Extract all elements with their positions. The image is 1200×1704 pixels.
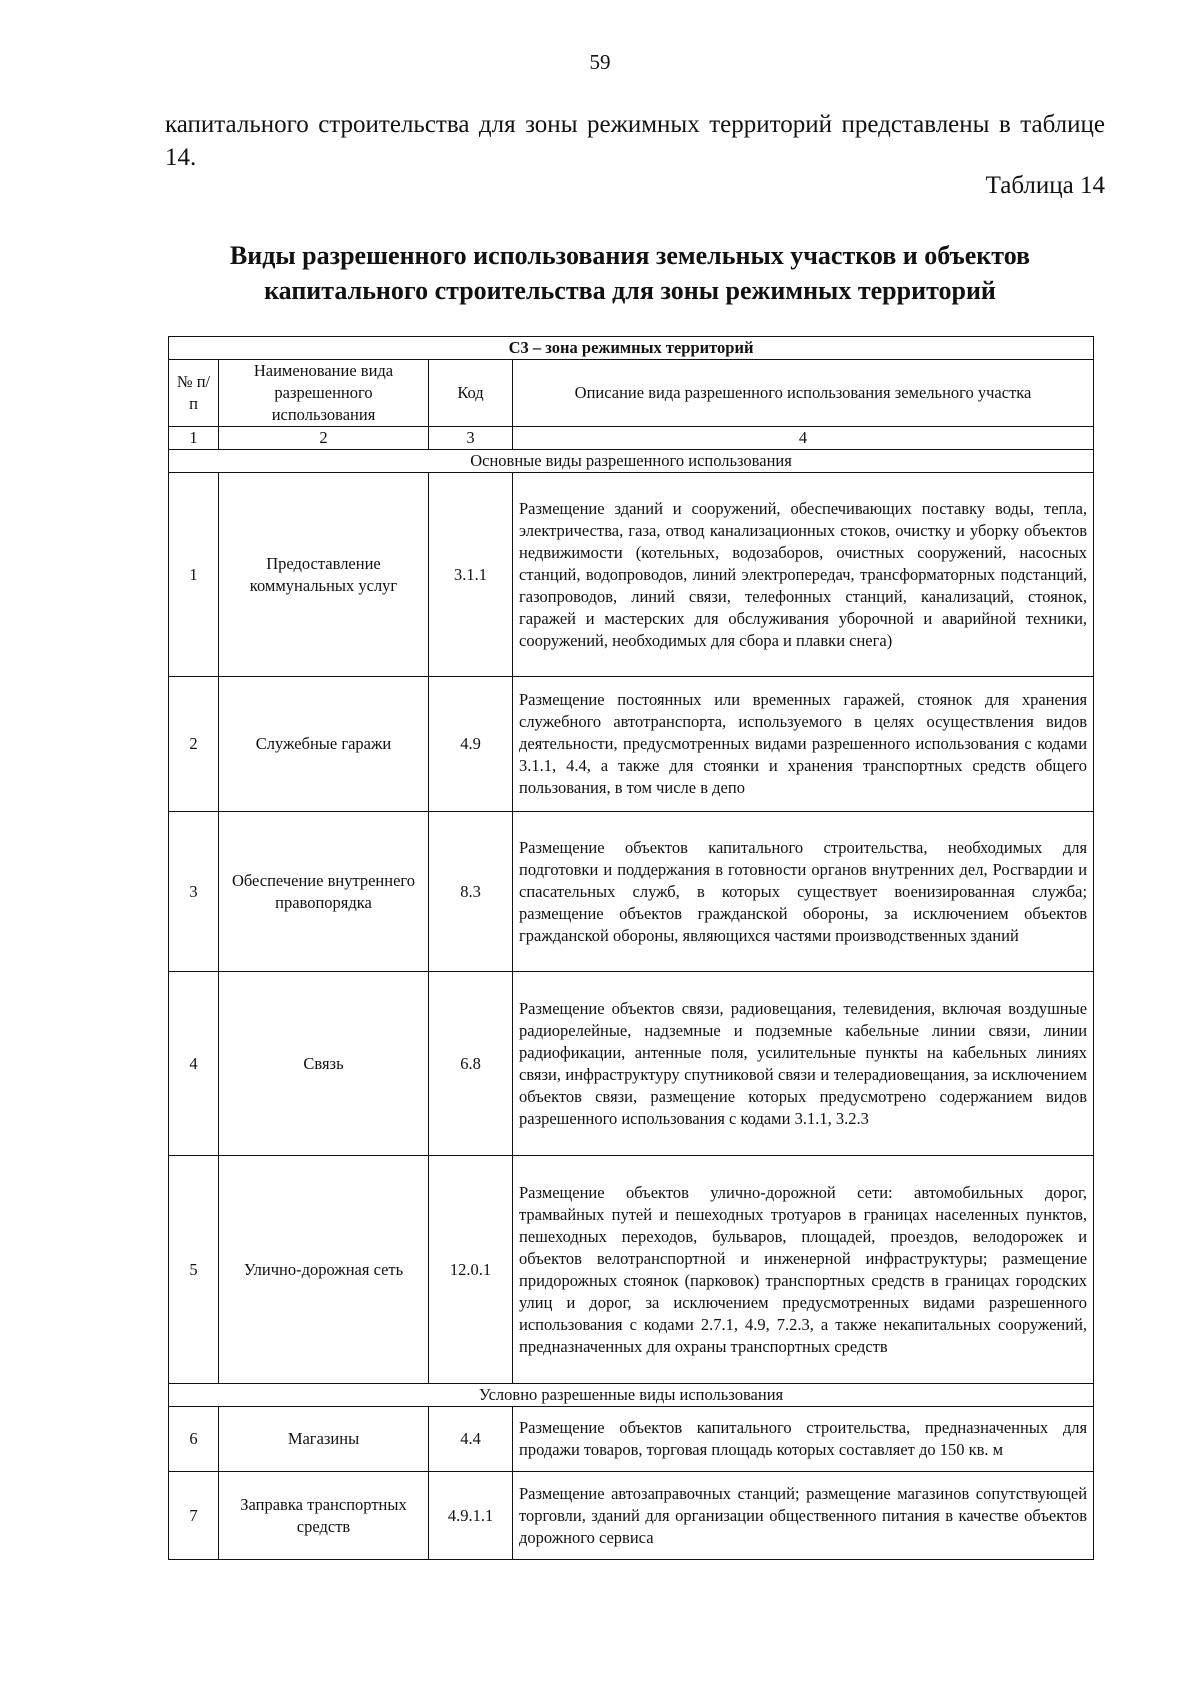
row-description: Размещение автозаправочных станций; размещение магазинов сопутствующей торговли, зданий для организации общественного питания в качестве объектов дорожного сервиса (513, 1472, 1094, 1560)
header-code: Код (429, 360, 513, 427)
table-row (169, 473, 1094, 677)
document-title (150, 238, 1110, 308)
title-line-2: капитального строительства для зоны режимных территорий (264, 276, 996, 305)
column-index-row (169, 427, 1094, 450)
land-use-table (168, 336, 1094, 1560)
section-conditional-heading: Условно разрешенные виды использования (169, 1384, 1094, 1407)
row-name: Обеспечение внутреннего правопорядка (219, 812, 429, 972)
zone-header-row (169, 337, 1094, 360)
row-name: Связь (219, 972, 429, 1156)
row-num: 3 (169, 812, 219, 972)
header-num: № п/п (169, 360, 219, 427)
row-code: 3.1.1 (429, 473, 513, 677)
index-cell: 4 (513, 427, 1094, 450)
row-code: 12.0.1 (429, 1156, 513, 1384)
row-description: Размещение постоянных или временных гаражей, стоянок для хранения служебного автотранспорта, используемого в целях осуществления видов деятельности, предусмотренных видами разрешенного использования с кодами 3.1.1, 4.4, а также для стоянки и хранения транспортных средств общего пользования, в том числе в депо (513, 677, 1094, 812)
row-num: 4 (169, 972, 219, 1156)
table-label: Таблица 14 (985, 172, 1105, 199)
row-code: 4.4 (429, 1407, 513, 1472)
intro-paragraph: капитального строительства для зоны режимных территорий представлены в таблице 14. (165, 111, 1105, 171)
row-code: 6.8 (429, 972, 513, 1156)
index-cell: 3 (429, 427, 513, 450)
row-name: Предоставление коммунальных услуг (219, 473, 429, 677)
row-description: Размещение зданий и сооружений, обеспечивающих поставку воды, тепла, электричества, газа, отвод канализационных стоков, очистку и уборку объектов недвижимости (котельных, водозаборов, очистных сооружений, насосных станций, водопроводов, линий электропередач, трансформаторных подстанций, газопроводов, линий связи, телефонных станций, канализаций, стоянок, гаражей и мастерских для обслуживания уборочной и аварийной техники, сооружений, необходимых для сбора и плавки снега) (513, 473, 1094, 677)
row-name: Улично-дорожная сеть (219, 1156, 429, 1384)
header-name: Наименование вида разрешенного использования (219, 360, 429, 427)
row-description: Размещение объектов связи, радиовещания, телевидения, включая воздушные радиорелейные, надземные и подземные кабельные линии связи, линии радиофикации, антенные поля, усилительные пункты на кабельных линиях связи, инфраструктуру спутниковой связи и телерадиовещания, за исключением объектов связи, размещение которых предусмотрено содержанием видов разрешенного использования с кодами 3.1.1, 3.2.3 (513, 972, 1094, 1156)
index-cell: 2 (219, 427, 429, 450)
table-row (169, 972, 1094, 1156)
section-main-row (169, 450, 1094, 473)
title-line-1: Виды разрешенного использования земельных участков и объектов (229, 241, 1031, 270)
header-desc: Описание вида разрешенного использования земельного участка (513, 360, 1094, 427)
section-main-heading: Основные виды разрешенного использования (169, 450, 1094, 473)
column-header-row (169, 360, 1094, 427)
table-row (169, 1156, 1094, 1384)
row-num: 7 (169, 1472, 219, 1560)
row-name: Магазины (219, 1407, 429, 1472)
row-code: 4.9 (429, 677, 513, 812)
row-description: Размещение объектов улично-дорожной сети: автомобильных дорог, трамвайных путей и пешеходных тротуаров в границах населенных пунктов, пешеходных переходов, бульваров, площадей, проездов, велодорожек и объектов велотранспортной и инженерной инфраструктуры; размещение придорожных стоянок (парковок) транспортных средств в границах городских улиц и дорог, за исключением предусмотренных видами разрешенного использования с кодами 2.7.1, 4.9, 7.2.3, а также некапитальных сооружений, предназначенных для охраны транспортных средств (513, 1156, 1094, 1384)
row-num: 2 (169, 677, 219, 812)
table-row (169, 677, 1094, 812)
section-conditional-row (169, 1384, 1094, 1407)
zone-header: С3 – зона режимных территорий (169, 337, 1094, 360)
row-description: Размещение объектов капитального строительства, предназначенных для продажи товаров, торговая площадь которых составляет до 150 кв. м (513, 1407, 1094, 1472)
page-number: 59 (589, 50, 611, 74)
row-code: 8.3 (429, 812, 513, 972)
row-name: Служебные гаражи (219, 677, 429, 812)
row-name: Заправка транспортных средств (219, 1472, 429, 1560)
table-row (169, 1407, 1094, 1472)
table-row (169, 812, 1094, 972)
row-description: Размещение объектов капитального строительства, необходимых для подготовки и поддержания в готовности органов внутренних дел, Росгвардии и спасательных служб, в которых существует военизированная служба; размещение объектов гражданской обороны, за исключением объектов гражданской обороны, являющихся частями производственных зданий (513, 812, 1094, 972)
row-code: 4.9.1.1 (429, 1472, 513, 1560)
row-num: 6 (169, 1407, 219, 1472)
row-num: 1 (169, 473, 219, 677)
index-cell: 1 (169, 427, 219, 450)
row-num: 5 (169, 1156, 219, 1384)
table-row (169, 1472, 1094, 1560)
